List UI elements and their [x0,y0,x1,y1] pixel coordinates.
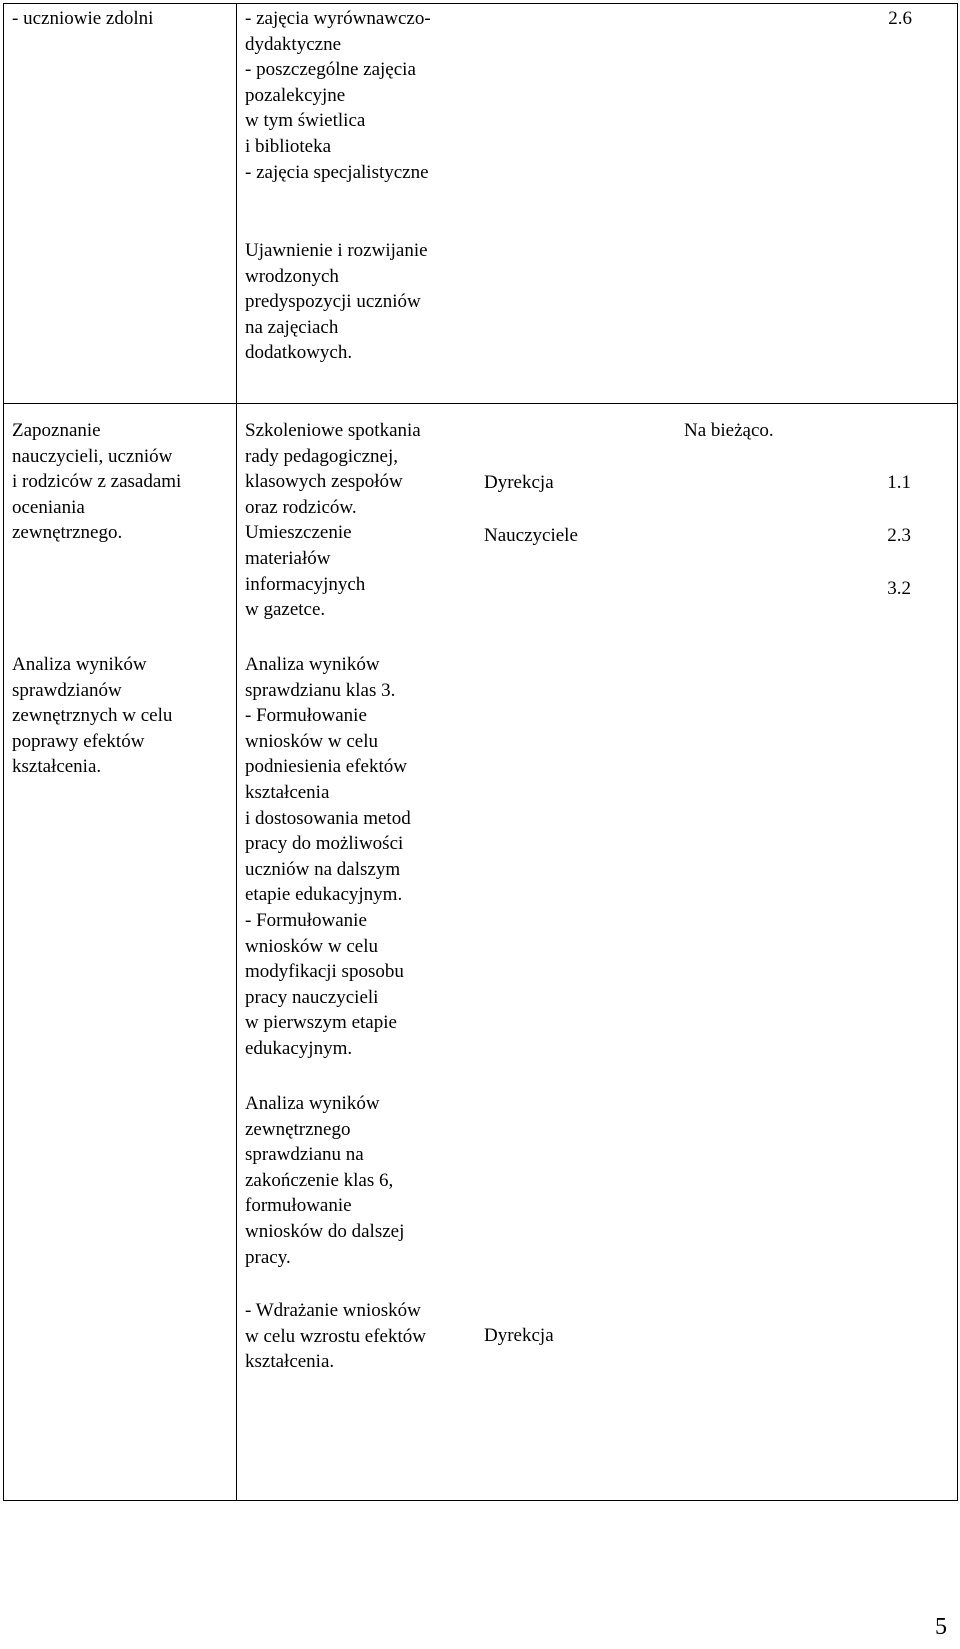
table-border-bottom [3,1500,958,1501]
cell-line: zewnętrznych w celu [12,705,173,727]
cell-line: na zajęciach [245,316,339,338]
cell-line: - poszczególne zajęcia [245,59,416,81]
row2-col2-activities-c [245,1091,404,1270]
row1-col2-activities [245,6,431,185]
cell-line: pracy do możliwości [245,833,404,855]
cell-line: kształcenia [245,781,330,803]
cell-line: edukacyjnym. [245,1037,353,1059]
row2-col2-activities-d [245,1298,426,1375]
cell-line: i biblioteka [245,135,332,157]
cell-line: zakończenie klas 6, [245,1169,394,1191]
page-number: 5 [935,1614,947,1640]
cell-line: uczniów na dalszym [245,858,401,880]
cell-line: Analiza wyników [245,1093,380,1114]
row1-col6-code [888,6,912,32]
cell-line: etapie edukacyjnym. [245,884,403,906]
row2-col4-responsible-b [484,523,578,549]
cell-line: Dyrekcja [484,472,554,493]
row1-col1-cell [12,6,153,32]
cell-line: Umieszczenie [245,522,352,544]
cell-line: rady pedagogicznej, [245,445,398,467]
cell-line: 2.6 [888,8,912,29]
cell-line: nauczycieli, uczniów [12,445,173,467]
cell-line: sprawdzianu na [245,1144,364,1166]
cell-line: informacyjnych [245,573,366,595]
cell-line: - uczniowie zdolni [12,8,154,29]
table-border-right [957,3,958,1501]
row2-col4-responsible-c [484,1323,554,1349]
cell-line: modyfikacji sposobu [245,961,404,983]
cell-line: podniesienia efektów [245,756,407,778]
cell-line: Szkoleniowe spotkania [245,420,421,441]
cell-line: materiałów [245,547,331,569]
cell-line: wniosków do dalszej [245,1220,405,1242]
row2-col6-code-2 [887,523,911,549]
cell-line: sprawdzianów [12,679,122,701]
cell-line: - Wdrażanie wniosków [245,1300,421,1321]
cell-line: pracy. [245,1246,291,1268]
cell-line: - zajęcia specjalistyczne [245,161,429,183]
cell-line: 3.2 [887,578,911,599]
row2-col2-activities-a [245,418,421,623]
cell-line: pozalekcyjne [245,84,346,106]
row1-col2-goal [245,238,428,366]
table-col-divider-1 [236,3,237,1501]
cell-line: predyspozycji uczniów [245,291,421,313]
cell-line: Analiza wyników [12,654,147,675]
cell-line: Analiza wyników [245,654,380,675]
row2-col5-deadline [684,418,774,444]
table-row-divider [3,403,958,404]
table-border-top [3,3,958,4]
cell-line: klasowych zespołów [245,471,403,493]
cell-line: w celu wzrostu efektów [245,1325,426,1347]
cell-line: dodatkowych. [245,342,353,364]
row2-col1-task-a [12,418,181,546]
cell-line: i dostosowania metod [245,807,411,829]
table-border-left [3,3,4,1501]
cell-line: - Formułowanie [245,705,367,727]
cell-line: formułowanie [245,1195,352,1217]
cell-line: w gazetce. [245,599,326,621]
cell-line: Zapoznanie [12,420,101,441]
cell-line: 2.3 [887,525,911,546]
cell-line: 1.1 [887,472,911,493]
cell-line: pracy nauczycieli [245,986,379,1008]
cell-line: kształcenia. [245,1351,335,1373]
cell-line: dydaktyczne [245,33,342,55]
cell-line: zewnętrznego. [12,522,123,544]
cell-line: kształcenia. [12,756,102,778]
row2-col2-activities-b [245,652,411,1062]
cell-line: wniosków w celu [245,935,378,957]
cell-line: oceniania [12,496,85,518]
cell-line: Ujawnienie i rozwijanie [245,240,428,261]
cell-line: - zajęcia wyrównawczo- [245,8,431,29]
cell-line: wrodzonych [245,265,339,287]
row2-col1-task-b [12,652,172,780]
cell-line: - Formułowanie [245,909,367,931]
row2-col6-code-1 [887,470,911,496]
cell-line: Nauczyciele [484,525,578,546]
cell-line: oraz rodziców. [245,496,357,518]
cell-line: zewnętrznego [245,1118,351,1140]
row2-col6-code-3 [887,576,911,602]
cell-line: sprawdzianu klas 3. [245,679,396,701]
cell-line: Dyrekcja [484,1325,554,1346]
cell-line: i rodziców z zasadami [12,471,182,493]
cell-line: wniosków w celu [245,730,378,752]
cell-line: w tym świetlica [245,110,366,132]
row2-col4-responsible-a [484,470,554,496]
cell-line: poprawy efektów [12,730,145,752]
cell-line: Na bieżąco. [684,420,774,441]
cell-line: w pierwszym etapie [245,1012,397,1034]
